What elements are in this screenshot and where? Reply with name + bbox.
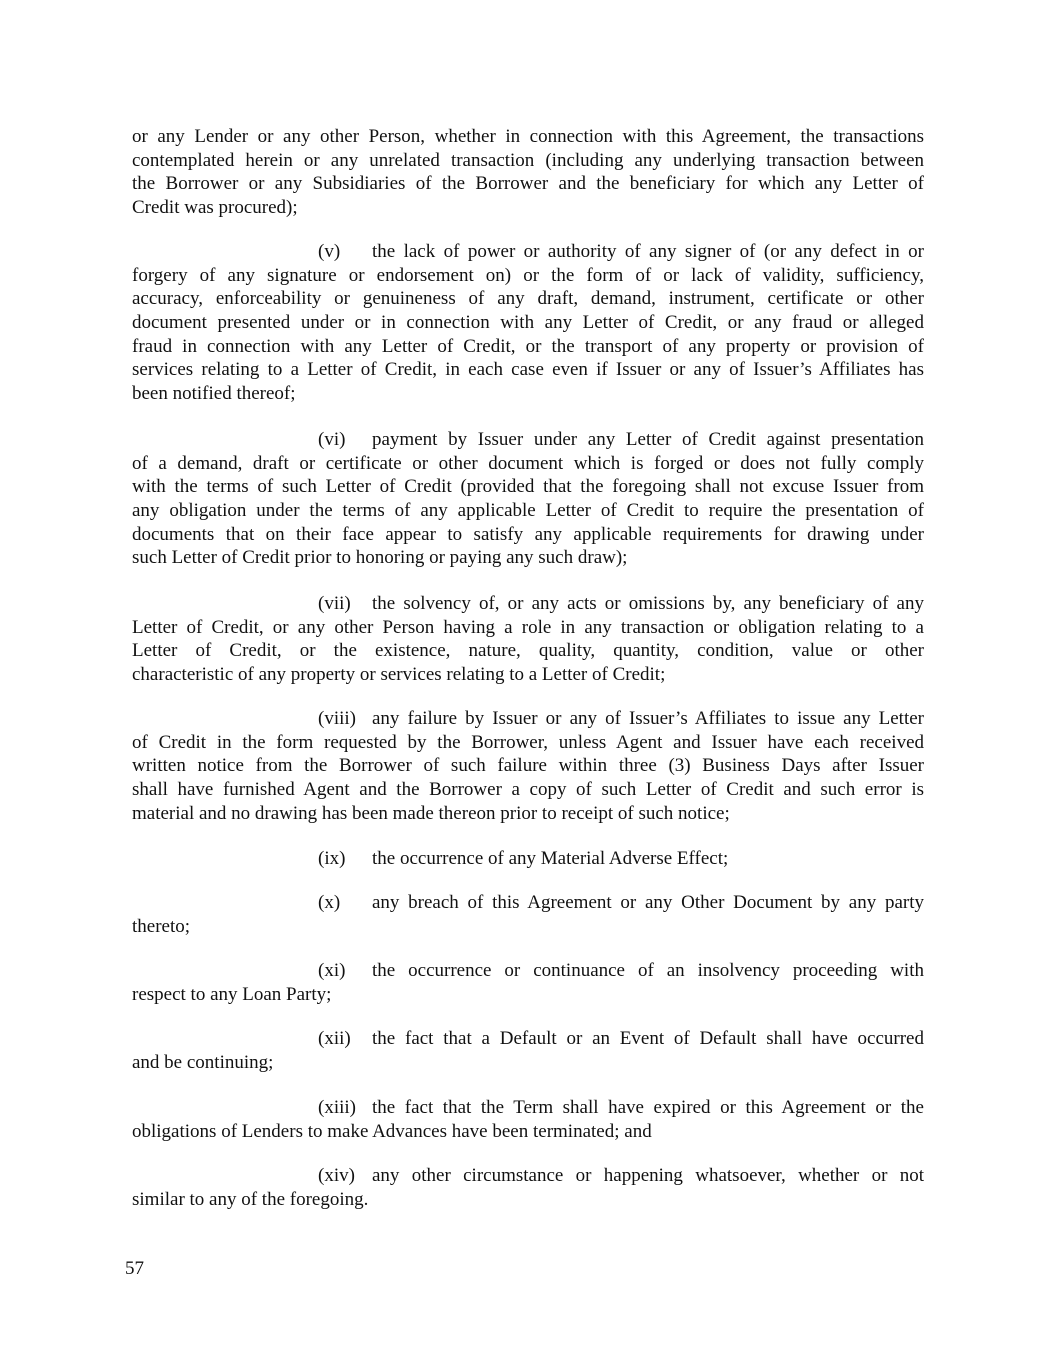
paragraph-line: of Credit in the form requested by the Borrower, unless Agent and Issuer have each received (132, 731, 924, 753)
paragraph-first-line (132, 1096, 924, 1120)
paragraph-line: respect to any Loan Party; (132, 983, 332, 1005)
clause-number: (viii) (318, 708, 356, 729)
clause-paragraph (132, 847, 924, 871)
paragraph-line: of a demand, draft or certificate or other document which is forged or does not fully comply (132, 452, 924, 474)
paragraph-first-line (132, 592, 924, 616)
clause-paragraph (132, 707, 924, 825)
paragraph-first-line (132, 847, 924, 871)
clause-number: (x) (318, 892, 341, 913)
paragraph-line: payment by Issuer under any Letter of Credit against presentation (372, 429, 924, 450)
paragraph-line: contemplated herein or any unrelated transaction (including any underlying transaction between (132, 149, 924, 171)
page-number: 57 (125, 1258, 144, 1279)
clause-number: (xiii) (318, 1097, 356, 1118)
clause-paragraph (132, 1164, 924, 1211)
paragraph-line: similar to any of the foregoing. (132, 1188, 369, 1210)
paragraph-line: any obligation under the terms of any applicable Letter of Credit to require the presentation of (132, 500, 924, 522)
clause-paragraph (132, 428, 924, 570)
paragraph-line: written notice from the Borrower of such failure within three (3) Business Days after Issuer (132, 755, 924, 777)
paragraph-line: been notified thereof; (132, 383, 296, 405)
paragraph-line: document presented under or in connection with any Letter of Credit, or any fraud or alleged (132, 312, 924, 334)
paragraph-line: documents that on their face appear to satisfy any applicable requirements for drawing under (132, 523, 924, 545)
paragraph-line: Letter of Credit, or any other Person having a role in any transaction or obligation relating to a (132, 616, 924, 638)
paragraph-line: the solvency of, or any acts or omissions by, any beneficiary of any (372, 593, 924, 614)
paragraph-line: any breach of this Agreement or any Other Document by any party (372, 892, 924, 913)
clause-paragraph (132, 1027, 924, 1074)
paragraph-first-line (132, 707, 924, 731)
clause-paragraph (132, 592, 924, 687)
paragraph-line: with the terms of such Letter of Credit (provided that the foregoing shall not excuse Issuer from (132, 476, 924, 498)
paragraph-line: accuracy, enforceability or genuineness of any draft, demand, instrument, certificate or other (132, 288, 924, 310)
paragraph-first-line (132, 1027, 924, 1051)
paragraph-line: the lack of power or authority of any signer of (or any defect in or (372, 241, 924, 262)
clause-number: (v) (318, 241, 341, 262)
paragraph-first-line (132, 1164, 924, 1188)
paragraph-line: or any Lender or any other Person, whether in connection with this Agreement, the transactions (132, 126, 924, 147)
paragraph-line: Letter of Credit, or the existence, nature, quality, quantity, condition, value or other (132, 640, 924, 662)
clause-number: (vi) (318, 429, 346, 450)
clause-number: (vii) (318, 593, 351, 614)
paragraph-line: fraud in connection with any Letter of Credit, or the transport of any property or provision of (132, 335, 924, 357)
paragraph-first-line (132, 959, 924, 983)
paragraph-first-line (132, 240, 924, 264)
clause-paragraph (132, 240, 924, 406)
paragraph-line: the occurrence or continuance of an insolvency proceeding with (372, 960, 924, 981)
paragraph-line: services relating to a Letter of Credit, in each case even if Issuer or any of Issuer’s Affiliates has (132, 359, 924, 381)
continuation-paragraph (132, 125, 924, 220)
clause-paragraph (132, 1096, 924, 1143)
paragraph-line: any other circumstance or happening whatsoever, whether or not (372, 1165, 924, 1186)
paragraph-line: the fact that a Default or an Event of Default shall have occurred (372, 1028, 924, 1049)
paragraph-line: and be continuing; (132, 1051, 274, 1073)
clause-number: (ix) (318, 848, 346, 869)
paragraph-line: the occurrence of any Material Adverse Effect; (372, 848, 729, 869)
paragraph-first-line (132, 428, 924, 452)
clause-paragraph (132, 959, 924, 1006)
clause-number: (xii) (318, 1028, 351, 1049)
clause-number: (xi) (318, 960, 346, 981)
paragraph-line: any failure by Issuer or any of Issuer’s Affiliates to issue any Letter (372, 708, 924, 729)
paragraph-line: material and no drawing has been made thereon prior to receipt of such notice; (132, 802, 730, 824)
paragraph-line: the Borrower or any Subsidiaries of the Borrower and the beneficiary for which any Letter of (132, 173, 924, 195)
paragraph-line: obligations of Lenders to make Advances have been terminated; and (132, 1120, 652, 1142)
paragraph-line: characteristic of any property or services relating to a Letter of Credit; (132, 664, 666, 686)
paragraph-first-line (132, 891, 924, 915)
paragraph-line: forgery of any signature or endorsement on) or the form of or lack of validity, sufficiency, (132, 264, 924, 286)
paragraph-line: the fact that the Term shall have expired or this Agreement or the (372, 1097, 924, 1118)
paragraph-line: such Letter of Credit prior to honoring or paying any such draw); (132, 547, 628, 569)
paragraph-line: Credit was procured); (132, 197, 298, 219)
paragraph-line: shall have furnished Agent and the Borrower a copy of such Letter of Credit and such error is (132, 779, 924, 801)
clause-number: (xiv) (318, 1165, 355, 1186)
clause-paragraph (132, 891, 924, 938)
paragraph-line: thereto; (132, 915, 191, 937)
